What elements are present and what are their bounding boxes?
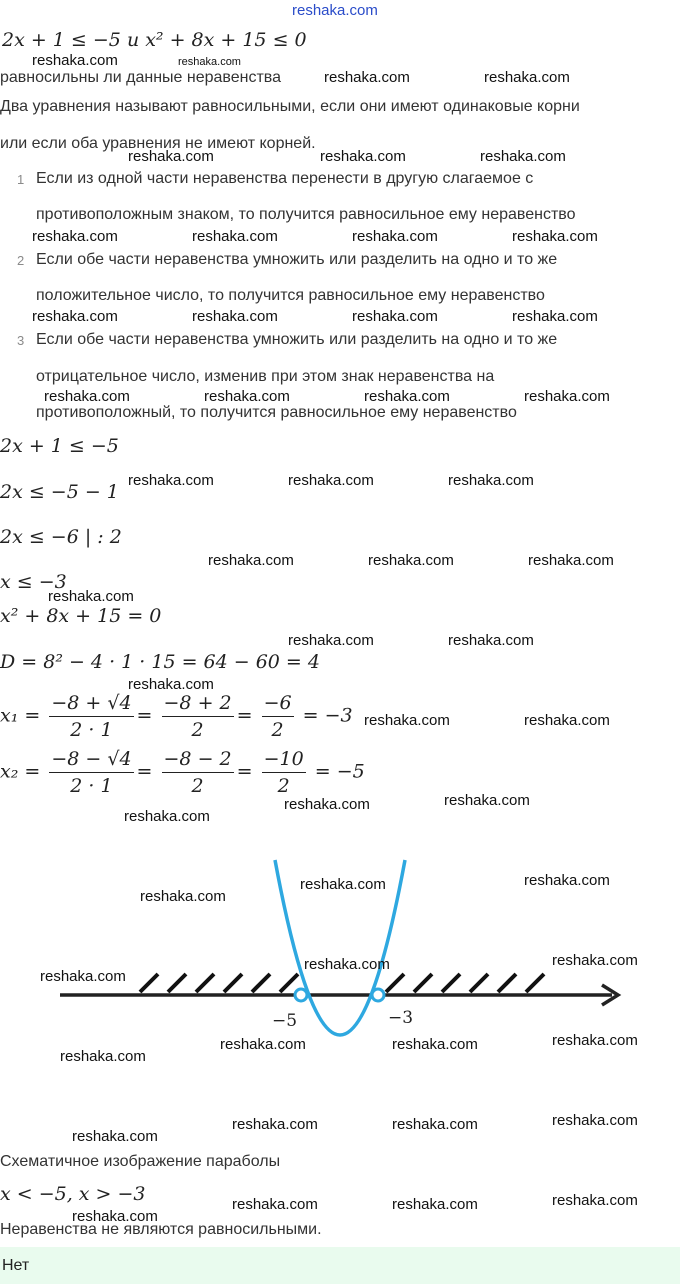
watermark: reshaka.com (528, 552, 614, 569)
watermark: reshaka.com (524, 388, 610, 405)
final-interval: x < −5, x > −3 (0, 1183, 146, 1205)
watermark: reshaka.com (204, 388, 290, 405)
denominator: 2 (277, 775, 290, 797)
label-minus-three: −3 (388, 1008, 414, 1028)
denominator: 2 (271, 719, 284, 741)
rule-3-line-2: отрицательное число, изменив при этом знак неравенства на (36, 368, 495, 385)
definition-line-2: или если оба уравнения не имеют корней. (0, 135, 316, 152)
header-formula: 2x + 1 ≤ −5 и x² + 8x + 15 ≤ 0 (2, 29, 307, 51)
watermark: reshaka.com (72, 1208, 158, 1225)
rule-3-line-3: противоположный, то получится равносильное ему неравенство (36, 404, 517, 421)
watermark: reshaka.com (220, 1036, 306, 1053)
rule-number: 2 (17, 253, 25, 268)
watermark: reshaka.com (32, 228, 118, 245)
watermark: reshaka.com (304, 956, 390, 973)
watermark: reshaka.com (320, 148, 406, 165)
watermark: reshaka.com (480, 148, 566, 165)
watermark: reshaka.com (300, 876, 386, 893)
watermark: reshaka.com (284, 796, 370, 813)
watermark: reshaka.com (524, 872, 610, 889)
fraction (49, 690, 133, 743)
watermark: reshaka.com (232, 1116, 318, 1133)
graph-caption: Схематичное изображение параболы (0, 1153, 281, 1170)
denominator: 2 · 1 (70, 775, 113, 797)
watermark: reshaka.com (552, 1112, 638, 1129)
watermark: reshaka.com (124, 808, 210, 825)
root-point-left (295, 989, 307, 1001)
denominator: 2 (191, 775, 204, 797)
conclusion-text: Неравенства не являются равносильными. (0, 1221, 322, 1238)
watermark: reshaka.com (232, 1196, 318, 1213)
watermark: reshaka.com (448, 472, 534, 489)
rule-2-line-2: положительное число, то получится равносильное ему неравенство (36, 287, 545, 304)
definition-line-1: Два уравнения называют равносильными, если они имеют одинаковые корни (0, 98, 580, 115)
watermark: reshaka.com (524, 712, 610, 729)
watermark: reshaka.com (484, 69, 570, 86)
watermark: reshaka.com (352, 308, 438, 325)
numerator: −6 (262, 690, 294, 717)
watermark: reshaka.com (368, 552, 454, 569)
step-inequality: 2x + 1 ≤ −5 (0, 435, 119, 457)
step-discriminant: D = 8² − 4 · 1 · 15 = 64 − 60 = 4 (0, 651, 320, 673)
watermark: reshaka.com (512, 308, 598, 325)
answer-bar (0, 1247, 680, 1284)
fraction (49, 746, 133, 799)
watermark: reshaka.com (552, 952, 638, 969)
watermark: reshaka.com (552, 1032, 638, 1049)
denominator: 2 (191, 719, 204, 741)
watermark: reshaka.com (48, 588, 134, 605)
watermark: reshaka.com (288, 472, 374, 489)
fraction (162, 690, 234, 743)
rule-1-line-2: противоположным знаком, то получится равносильное ему неравенство (36, 206, 576, 223)
numerator: −8 − 2 (162, 746, 234, 773)
rule-number: 1 (17, 172, 25, 187)
numerator: −10 (262, 746, 306, 773)
watermark: reshaka.com (192, 308, 278, 325)
watermark: reshaka.com (72, 1128, 158, 1145)
fraction (262, 746, 306, 799)
rule-3-line-1: Если обе части неравенства умножить или разделить на одно и то же (36, 331, 558, 348)
watermark: reshaka.com (392, 1196, 478, 1213)
watermark: reshaka.com (512, 228, 598, 245)
root-result: = −3 (302, 704, 353, 727)
step-move-term: 2x ≤ −5 − 1 (0, 481, 119, 503)
watermark: reshaka.com (552, 1192, 638, 1209)
watermark: reshaka.com (392, 1036, 478, 1053)
watermark: reshaka.com (178, 56, 241, 68)
watermark: reshaka.com (364, 388, 450, 405)
watermark: reshaka.com (128, 148, 214, 165)
watermark: reshaka.com (44, 388, 130, 405)
watermark: reshaka.com (392, 1116, 478, 1133)
watermark: reshaka.com (128, 472, 214, 489)
watermark: reshaka.com (324, 69, 410, 86)
top-site-link[interactable]: reshaka.com (292, 2, 378, 19)
watermark: reshaka.com (444, 792, 530, 809)
numerator: −8 + 2 (162, 690, 234, 717)
watermark: reshaka.com (364, 712, 450, 729)
fraction (162, 746, 234, 799)
step-quadratic: x² + 8x + 15 = 0 (0, 605, 162, 627)
watermark: reshaka.com (192, 228, 278, 245)
question-text: равносильны ли данные неравенства (0, 69, 282, 86)
label-minus-five: −5 (272, 1011, 298, 1031)
numerator: −8 − √4 (49, 746, 133, 773)
watermark: reshaka.com (60, 1048, 146, 1065)
watermark: reshaka.com (140, 888, 226, 905)
step-divide: 2x ≤ −6 | : 2 (0, 526, 122, 548)
watermark: reshaka.com (448, 632, 534, 649)
watermark: reshaka.com (352, 228, 438, 245)
answer-text: Нет (2, 1257, 30, 1274)
numerator: −8 + √4 (49, 690, 133, 717)
root-point-right (372, 989, 384, 1001)
watermark: reshaka.com (32, 52, 118, 69)
denominator: 2 · 1 (70, 719, 113, 741)
rule-1-line-1: Если из одной части неравенства перенести в другую слагаемое с (36, 170, 534, 187)
rule-number: 3 (17, 333, 25, 348)
watermark: reshaka.com (40, 968, 126, 985)
rule-2-line-1: Если обе части неравенства умножить или разделить на одно и то же (36, 251, 558, 268)
watermark: reshaka.com (128, 676, 214, 693)
root-result: = −5 (314, 760, 365, 783)
watermark: reshaka.com (288, 632, 374, 649)
watermark: reshaka.com (208, 552, 294, 569)
root-x2: x₂ = $\frac{-8 - √4}{2 \cdot 1}$ = $\frac{-8 - 2}{2}$ = $\frac{-10}{2}$ = −5 (0, 748, 365, 797)
root-lhs: x₁ = (0, 704, 41, 727)
fraction (262, 690, 294, 743)
root-x1: x₁ = $\frac{-8 + √4}{2 \cdot 1}$ = $\frac{-8 + 2}{2}$ = $\frac{-6}{2}$ = −3 (0, 692, 353, 741)
hatch-marks (140, 974, 544, 992)
step-solution-x: x ≤ −3 (0, 571, 67, 593)
root-lhs: x₂ = (0, 760, 41, 783)
watermark: reshaka.com (32, 308, 118, 325)
